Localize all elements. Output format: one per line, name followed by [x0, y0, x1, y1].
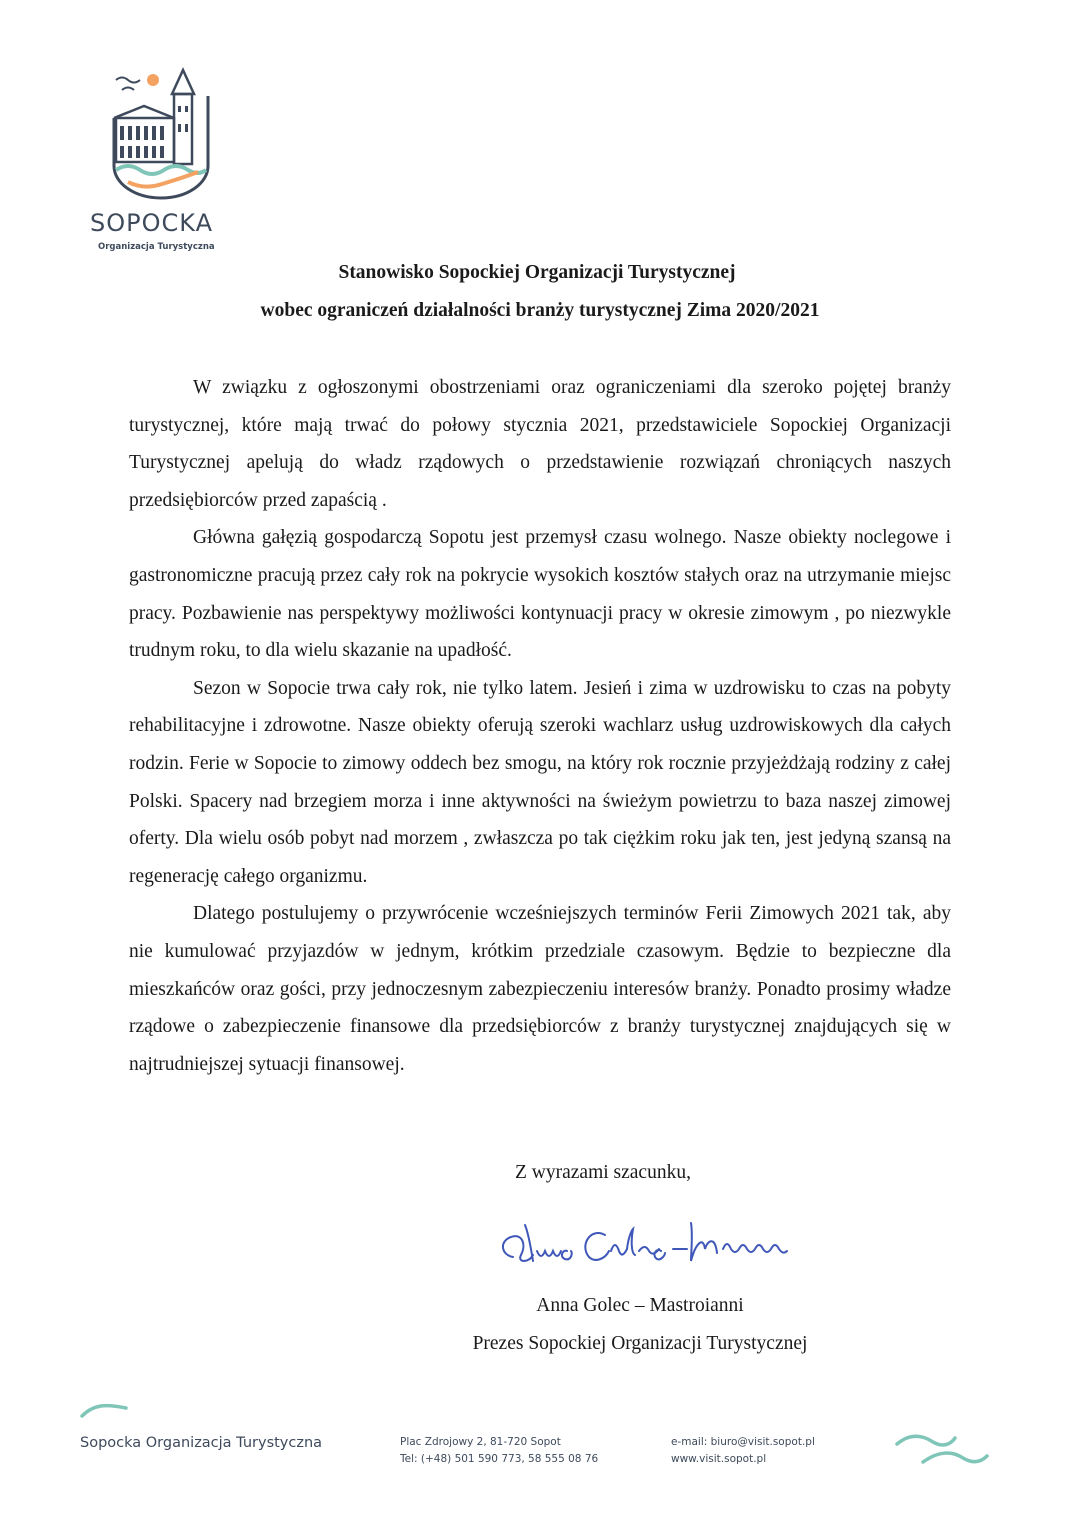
wave-icon — [80, 1402, 130, 1420]
handwritten-signature — [495, 1205, 805, 1285]
paragraph: Dlatego postulujemy o przywrócenie wcześniejszych terminów Ferii Zimowych 2021 tak, aby nie kumulować przyjazdów w jednym, krótkim przedziale czasowym. Będzie to bezpieczne dla mieszkańców oraz gości, przy jednoczesnym zabezpieczeniu interesów branży. Ponadto prosimy władze rządowe o zabezpieczenie finansowe dla przedsiębiorców z branży turystycznej znajdujących się w najtrudniejszej sytuacji finansowej. — [129, 903, 951, 1075]
footer-phone: Tel: (+48) 501 590 773, 58 555 08 76 — [400, 1453, 599, 1465]
signer-name: Anna Golec – Mastroianni — [536, 1295, 744, 1316]
paragraph: Główna gałęzią gospodarczą Sopotu jest przemysł czasu wolnego. Nasze obiekty noclegowe i gastronomiczne pracują przez cały rok na pokrycie wysokich kosztów stałych oraz na utrzymanie miejsc pracy. Pozbawienie nas perspektywy możliwości kontynuacji pracy w okresie zimowym , po niezwykle trudnym roku, to dla wielu skazanie na upadłość. — [129, 527, 951, 662]
footer-email: e-mail: biuro@visit.sopot.pl — [671, 1436, 815, 1448]
paragraph: Sezon w Sopocie trwa cały rok, nie tylko latem. Jesień i zima w uzdrowisku to czas na pobyty rehabilitacyjne i zdrowotne. Nasze obiekty oferują szeroki wachlarz usług uzdrowiskowych dla całych rodzin. Ferie w Sopocie to zimowy oddech bez smogu, na który rok rocznie przyjeżdżają rodziny z całej Polski. Spacery nad brzegiem morza i inne aktywności na świeżym powietrzu to baza naszej zimowej oferty. Dla wielu osób pobyt nad morzem , zwłaszcza po tak ciężkim roku jak ten, jest jedyną szansą na regenerację całego organizmu. — [129, 677, 951, 887]
footer-website: www.visit.sopot.pl — [671, 1453, 767, 1465]
logo-subtitle: Organizacja Turystyczna — [98, 242, 215, 252]
document-body — [129, 369, 951, 1083]
document-title-line1: Stanowisko Sopockiej Organizacji Turystycznej — [338, 262, 736, 283]
closing-phrase: Z wyrazami szacunku, — [515, 1162, 691, 1183]
sopot-pier-logo-icon — [106, 66, 216, 201]
document-title-line2: wobec ograniczeń działalności branży turystycznej Zima 2020/2021 — [260, 300, 820, 321]
paragraph: W związku z ogłoszonymi obostrzeniami oraz ograniczeniami dla szeroko pojętej branży turystycznej, które mają trwać do połowy stycznia 2021, przedstawiciele Sopockiej Organizacji Turystycznej apelują do władz rządowych o przedstawienie rozwiązań chroniących naszych przedsiębiorców przed zapaścią . — [129, 377, 951, 511]
footer-contact-address — [400, 1434, 598, 1468]
footer-organization-name: Sopocka Organizacja Turystyczna — [80, 1435, 323, 1451]
organization-logo — [88, 66, 228, 256]
footer-address: Plac Zdrojowy 2, 81-720 Sopot — [400, 1436, 561, 1448]
logo-wordmark: SOPOCKA — [90, 209, 213, 237]
footer-contact-online — [671, 1434, 815, 1468]
double-wave-icon — [893, 1430, 991, 1470]
signer-role: Prezes Sopockiej Organizacji Turystycznej — [472, 1333, 808, 1354]
